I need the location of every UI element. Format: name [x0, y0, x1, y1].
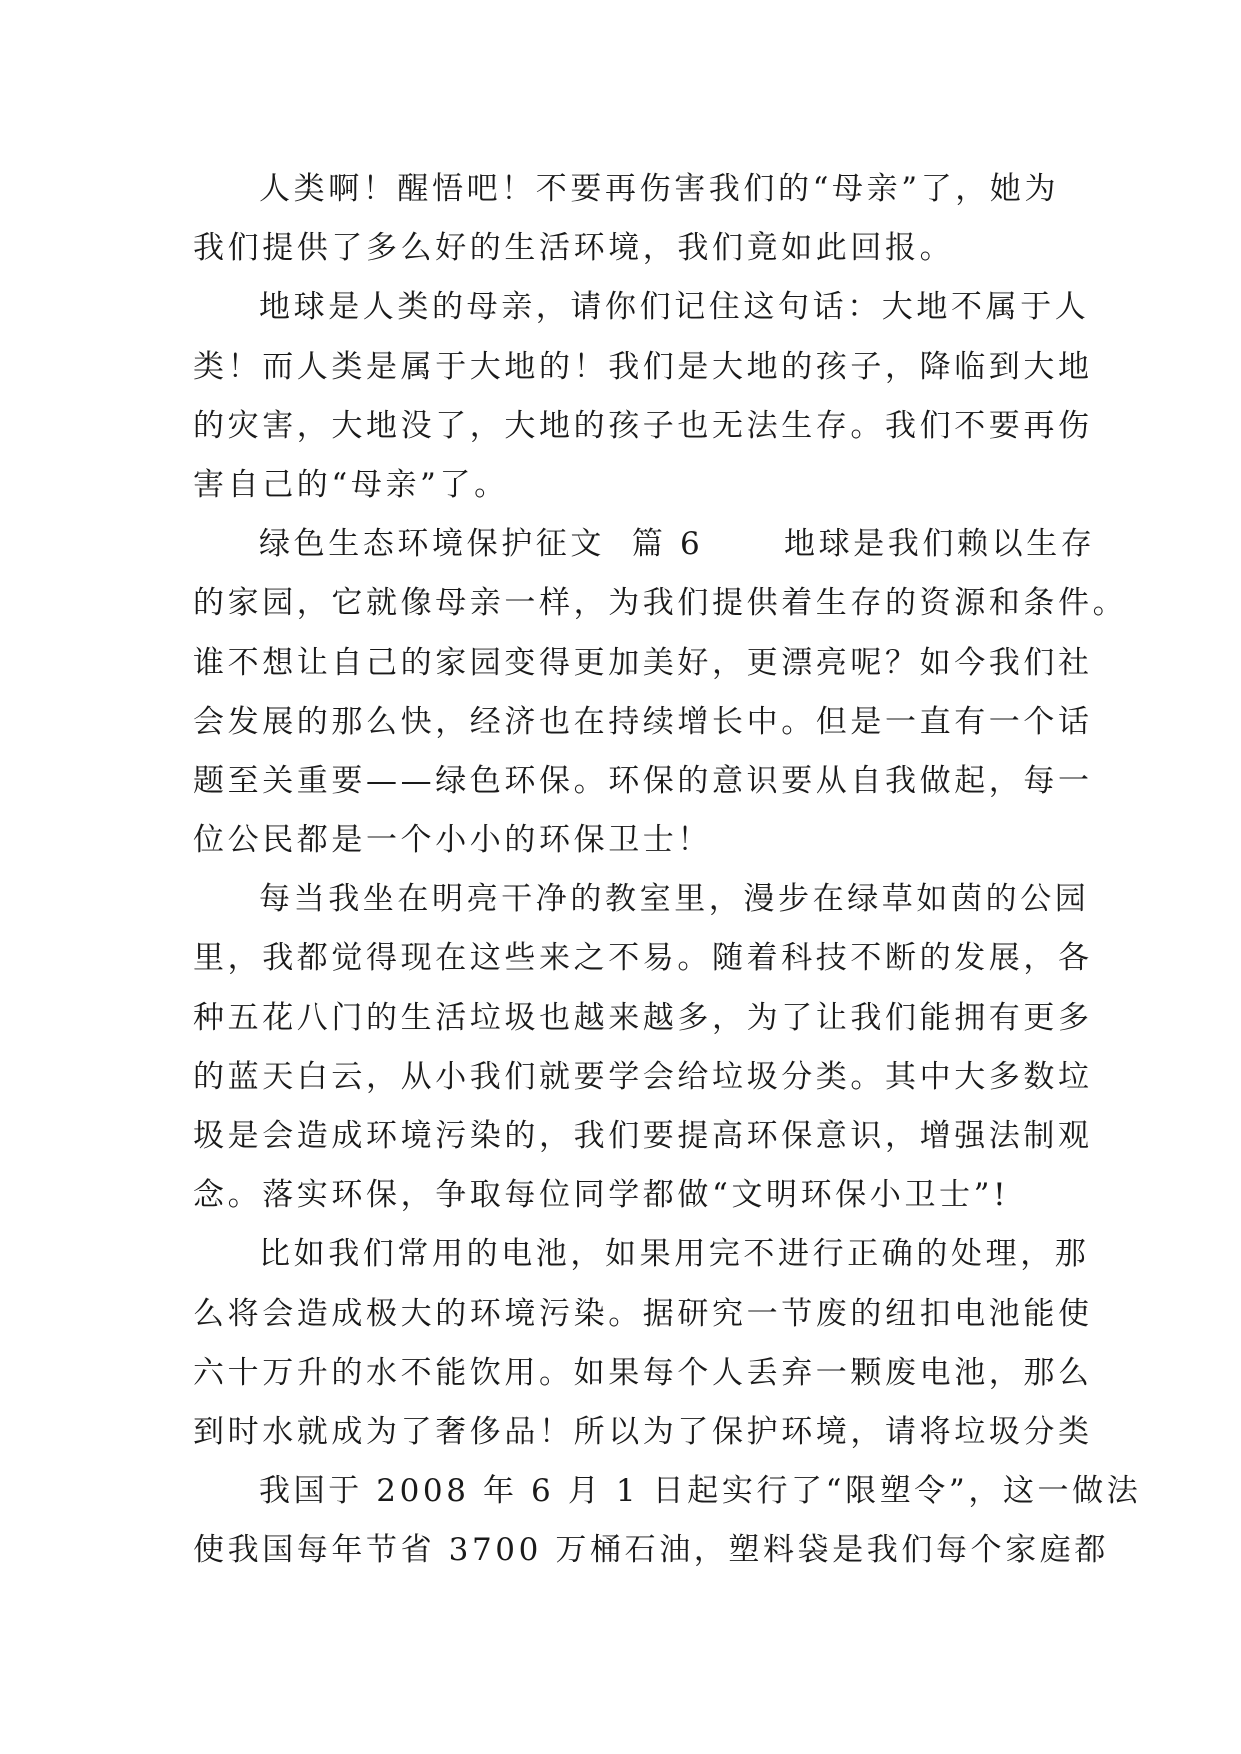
- text-line: 比如我们常用的电池，如果用完不进行正确的处理，那: [259, 1236, 1090, 1273]
- text-line: 我们提供了多么好的生活环境，我们竟如此回报。: [193, 230, 955, 267]
- text-line: 六十万升的水不能饮用。如果每个人丢弃一颗废电池，那么: [193, 1354, 1093, 1391]
- text-line: 类！而人类是属于大地的！我们是大地的孩子，降临到大地: [193, 348, 1093, 385]
- section-heading-line: 绿色生态环境保护征文 篇 6 地球是我们赖以生存: [259, 526, 1096, 563]
- body-text: [193, 160, 1142, 1581]
- text-line: 每当我坐在明亮干净的教室里，漫步在绿草如茵的公园: [259, 881, 1090, 918]
- text-line: 地球是人类的母亲，请你们记住这句话：大地不属于人: [259, 289, 1090, 326]
- text-line: 的蓝天白云，从小我们就要学会给垃圾分类。其中大多数垃: [193, 1058, 1093, 1095]
- text-line: 害自己的“母亲”了。: [193, 466, 509, 503]
- text-line: 人类啊！醒悟吧！不要再伤害我们的“母亲”了，她为: [259, 171, 1060, 207]
- text-line: 的家园，它就像母亲一样，为我们提供着生存的资源和条件。: [193, 585, 1128, 622]
- text-line: 我国于 2008 年 6 月 1 日起实行了“限塑令”，这一做法: [259, 1473, 1142, 1510]
- text-line: 谁不想让自己的家园变得更加美好，更漂亮呢？如今我们社: [193, 644, 1093, 681]
- text-line: 么将会造成极大的环境污染。据研究一节废的纽扣电池能使: [193, 1295, 1093, 1332]
- text-line: 圾是会造成环境污染的，我们要提高环保意识，增强法制观: [193, 1118, 1093, 1154]
- text-line: 位公民都是一个小小的环保卫士！: [193, 822, 712, 859]
- text-line: 到时水就成为了奢侈品！所以为了保护环境，请将垃圾分类: [193, 1413, 1093, 1450]
- text-line: 题至关重要——绿色环保。环保的意识要从自我做起，每一: [193, 762, 1093, 799]
- text-line: 使我国每年节省 3700 万桶石油，塑料袋是我们每个家庭都: [193, 1532, 1109, 1569]
- text-line: 的灾害，大地没了，大地的孩子也无法生存。我们不要再伤: [193, 407, 1093, 444]
- text-line: 会发展的那么快，经济也在持续增长中。但是一直有一个话: [193, 703, 1093, 740]
- text-line: 种五花八门的生活垃圾也越来越多，为了让我们能拥有更多: [193, 999, 1093, 1036]
- text-line: 念。落实环保，争取每位同学都做“文明环保小卫士”!: [193, 1177, 1010, 1214]
- text-line: 里，我都觉得现在这些来之不易。随着科技不断的发展，各: [193, 940, 1093, 977]
